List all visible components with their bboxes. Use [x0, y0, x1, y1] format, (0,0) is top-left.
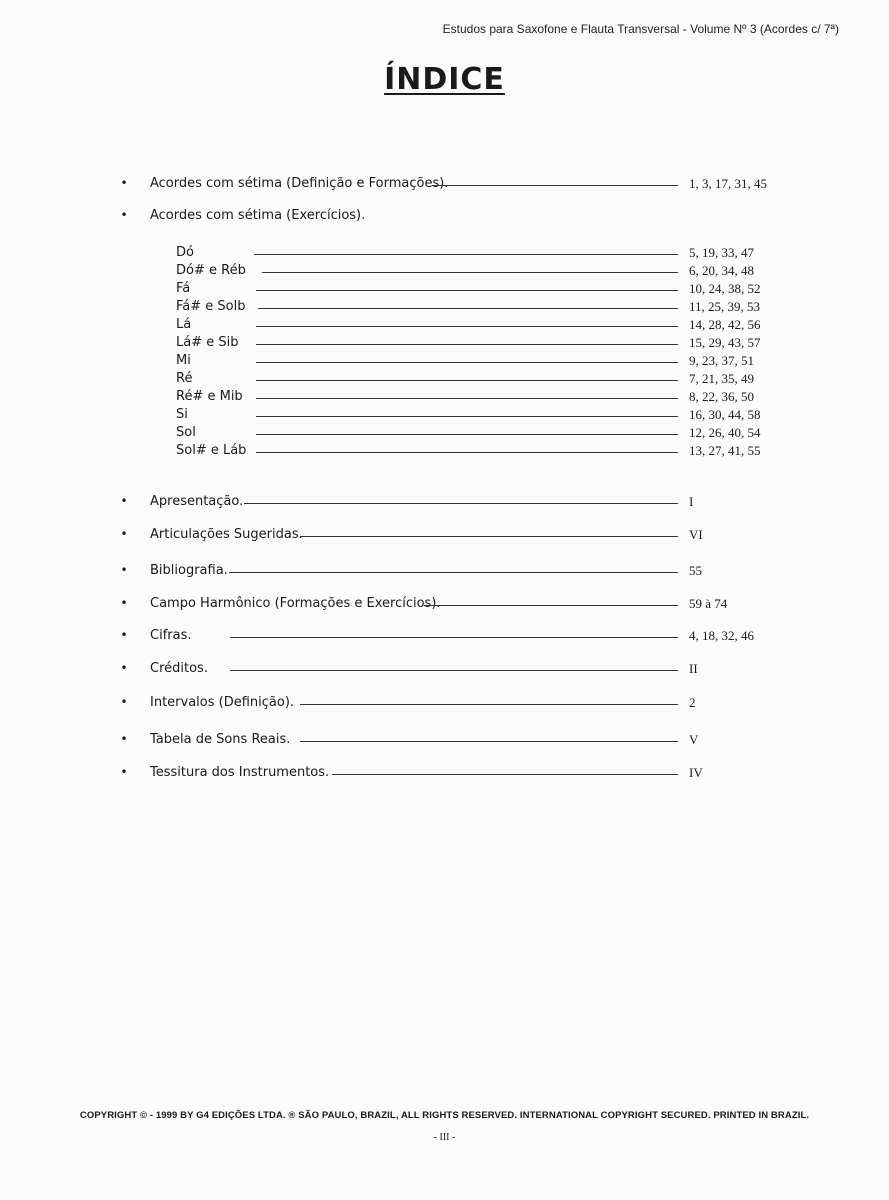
entry-pages: IV [689, 765, 703, 780]
sub-entry-label: Ré [176, 371, 193, 386]
sub-entry-pages: 11, 25, 39, 53 [689, 299, 761, 314]
entry-pages: 1, 3, 17, 31, 45 [689, 176, 767, 191]
leader-line [254, 254, 678, 255]
entry-label: Intervalos (Definição). [150, 695, 295, 710]
entry-pages: II [689, 661, 698, 676]
bullet-icon: • [120, 765, 128, 779]
bullet-icon: • [120, 628, 128, 642]
sub-entry-label: Si [176, 407, 188, 422]
entry-pages: I [689, 494, 694, 509]
sub-entry-pages: 5, 19, 33, 47 [689, 245, 754, 260]
leader-line [256, 452, 678, 453]
bullet-icon: • [120, 596, 128, 610]
entry-pages: VI [689, 527, 703, 542]
leader-line [332, 774, 678, 775]
entry-label: Campo Harmônico (Formações e Exercícios). [150, 596, 441, 611]
sub-entry-pages: 12, 26, 40, 54 [689, 425, 761, 440]
sub-entry-label: Sol [176, 425, 196, 440]
sub-entry-pages: 13, 27, 41, 55 [689, 443, 761, 458]
leader-line [256, 380, 678, 381]
entry-pages: 4, 18, 32, 46 [689, 628, 754, 643]
running-header: Estudos para Saxofone e Flauta Transversal - Volume Nº 3 (Acordes c/ 7ª) [442, 22, 839, 36]
leader-line [256, 362, 678, 363]
sub-entry-pages: 10, 24, 38, 52 [689, 281, 761, 296]
bullet-icon: • [120, 695, 128, 709]
entry-pages: 55 [689, 563, 702, 578]
leader-line [256, 434, 678, 435]
leader-line [258, 308, 678, 309]
sub-entry-label: Dó# e Réb [176, 263, 246, 278]
bullet-icon: • [120, 176, 128, 190]
entry-label: Apresentação. [150, 494, 244, 509]
sub-entry-pages: 8, 22, 36, 50 [689, 389, 754, 404]
sub-entry-pages: 15, 29, 43, 57 [689, 335, 761, 350]
leader-line [300, 536, 678, 537]
sub-entry-pages: 16, 30, 44, 58 [689, 407, 761, 422]
leader-line [230, 637, 678, 638]
sub-entry-label: Dó [176, 245, 194, 260]
leader-line [230, 670, 678, 671]
entry-label: Articulações Sugeridas. [150, 527, 303, 542]
sub-entry-label: Fá [176, 281, 191, 296]
entry-pages: V [689, 732, 699, 747]
entry-label: Bibliografia. [150, 563, 228, 578]
leader-line [244, 503, 678, 504]
sub-entry-label: Ré# e Mib [176, 389, 243, 404]
bullet-icon: • [120, 661, 128, 675]
bullet-icon: • [120, 563, 128, 577]
sub-entry-label: Sol# e Láb [176, 443, 247, 458]
bullet-icon: • [120, 527, 128, 541]
entry-label: Cifras. [150, 628, 192, 643]
page-number: - III - [433, 1132, 456, 1143]
entry-label: Acordes com sétima (Exercícios). [150, 208, 366, 223]
entry-pages: 59 à 74 [689, 596, 728, 611]
sub-entry-pages: 7, 21, 35, 49 [689, 371, 754, 386]
leader-line [256, 416, 678, 417]
leader-line [256, 326, 678, 327]
leader-line [256, 344, 678, 345]
leader-line [300, 704, 678, 705]
leader-line [300, 741, 678, 742]
bullet-icon: • [120, 208, 128, 222]
leader-line [256, 290, 678, 291]
sub-entry-pages: 9, 23, 37, 51 [689, 353, 754, 368]
entry-label: Tessitura dos Instrumentos. [150, 765, 330, 780]
entry-label: Acordes com sétima (Definição e Formações). [150, 176, 449, 191]
entry-label: Créditos. [150, 661, 208, 676]
leader-line [432, 185, 678, 186]
sub-entry-label: Lá# e Sib [176, 335, 239, 350]
copyright-footer: COPYRIGHT © - 1999 BY G4 EDIÇÕES LTDA. ® SÃO PAULO, BRAZIL, ALL RIGHTS RESERVED. INTERNATIONAL COPYRIGHT SECURED. PRINTED IN BRAZIL. [79, 1110, 810, 1121]
sub-entry-label: Fá# e Solb [176, 299, 246, 314]
sub-entry-label: Lá [176, 317, 192, 332]
leader-line [229, 572, 678, 573]
sub-entry-pages: 14, 28, 42, 56 [689, 317, 761, 332]
entry-label: Tabela de Sons Reais. [150, 732, 291, 747]
leader-line [256, 398, 678, 399]
page-title [0, 62, 889, 97]
bullet-icon: • [120, 494, 128, 508]
page-title-text: ÍNDICE [384, 62, 505, 97]
sub-entry-pages: 6, 20, 34, 48 [689, 263, 754, 278]
entry-pages: 2 [689, 695, 696, 710]
sub-entry-label: Mi [176, 353, 191, 368]
bullet-icon: • [120, 732, 128, 746]
leader-line [424, 605, 678, 606]
leader-line [262, 272, 678, 273]
